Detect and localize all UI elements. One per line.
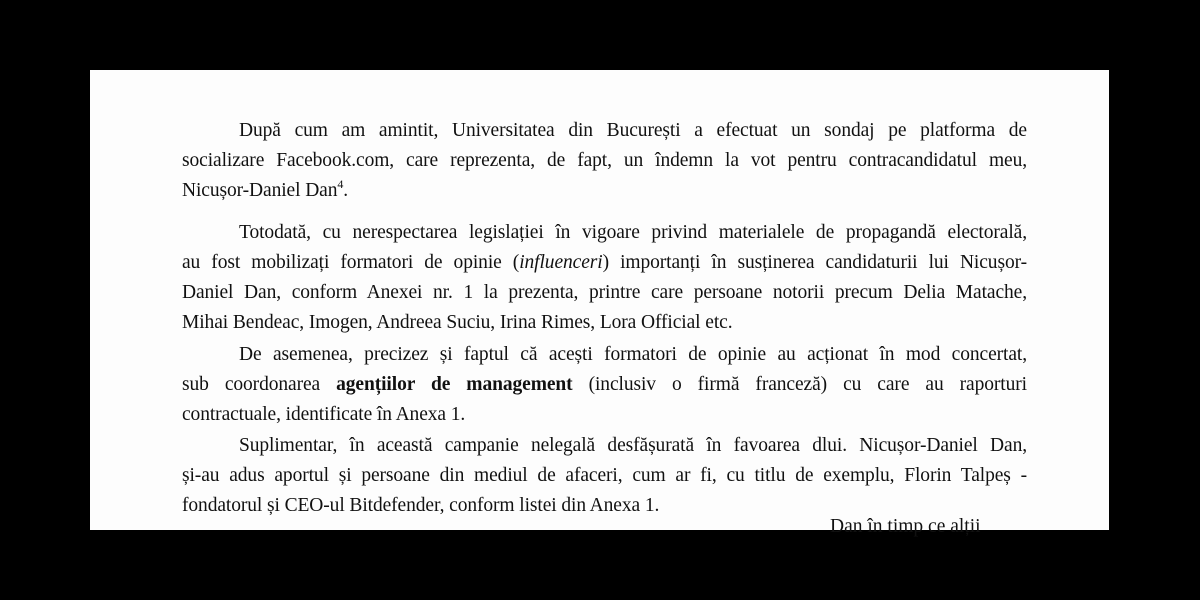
text-line: De asemenea, precizez și faptul că acești formatori de opinie au acționat în mod concertat, xyxy=(239,344,1027,365)
text-run: . xyxy=(343,180,349,201)
text-run: (inclusiv o firmă franceză) cu care au raporturi xyxy=(572,374,1027,395)
paragraph-3 xyxy=(182,340,1027,430)
text-run: Nicușor-Daniel Dan xyxy=(182,180,338,201)
document-page xyxy=(90,70,1109,537)
bold-term: agențiilor de management xyxy=(336,374,573,395)
paragraph-2 xyxy=(182,218,1027,338)
text-run: sub coordonarea xyxy=(182,374,337,395)
cropped-text: Dan în timp ce alții xyxy=(830,516,981,537)
text-run: au fost mobilizați formatori de opinie ( xyxy=(182,252,520,273)
text-line: contractuale, identificate în Anexa 1. xyxy=(182,404,466,425)
text-run: ) importanți în susținerea candidaturii lui Nicușor- xyxy=(602,252,1027,273)
text-line: Mihai Bendeac, Imogen, Andreea Suciu, Irina Rimes, Lora Official etc. xyxy=(182,312,733,333)
text-line xyxy=(182,176,1027,206)
italic-term: influenceri xyxy=(519,252,603,273)
text-line: socializare Facebook.com, care reprezenta, de fapt, un îndemn la vot pentru contracandidatul meu, xyxy=(182,150,1027,171)
footnote-marker: 4 xyxy=(337,177,344,191)
text-line: Suplimentar, în această campanie nelegală desfășurată în favoarea dlui. Nicușor-Daniel Dan, xyxy=(239,435,1027,456)
text-line: Totodată, cu nerespectarea legislației în vigoare privind materialele de propagandă electorală, xyxy=(239,222,1027,243)
text-line: și-au adus aportul și persoane din mediul de afaceri, cum ar fi, cu titlu de exemplu, Florin Talpeș - xyxy=(182,465,1027,486)
paragraph-1 xyxy=(182,116,1027,206)
paragraph-4 xyxy=(182,431,1027,521)
cropped-next-line xyxy=(830,516,1040,537)
text-line: După cum am amintit, Universitatea din București a efectuat un sondaj pe platforma de xyxy=(239,120,1027,141)
text-line: fondatorul și CEO-ul Bitdefender, conform listei din Anexa 1. xyxy=(182,495,660,516)
text-line xyxy=(182,370,1027,400)
text-line xyxy=(182,248,1027,278)
text-line: Daniel Dan, conform Anexei nr. 1 la prezenta, printre care persoane notorii precum Delia Matache, xyxy=(182,282,1027,303)
